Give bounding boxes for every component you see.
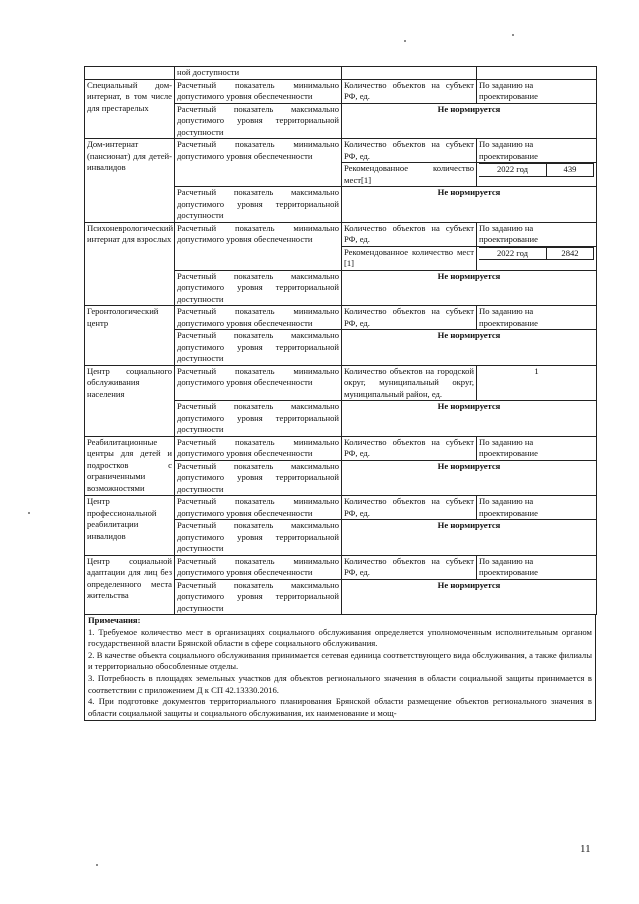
object-name: Реабилитационные центры для детей и подростков с ограниченными возможностями <box>85 436 175 496</box>
unit-cell: Количество объектов на субъект РФ, ед. <box>342 79 477 103</box>
object-name: Геронтологический центр <box>85 306 175 366</box>
indicator-max: Расчетный показатель максимально допустимого уровня территориальной доступности <box>175 520 342 556</box>
indicator-max: Расчетный показатель максимально допустимого уровня территориальной доступности <box>175 460 342 496</box>
scan-speck <box>512 34 514 36</box>
page-number: 11 <box>580 843 591 855</box>
standards-table <box>84 66 597 615</box>
recommended-values <box>477 246 597 270</box>
recommended-value: 2842 <box>546 247 593 260</box>
scan-speck <box>28 512 30 514</box>
table-row <box>85 555 597 579</box>
indicator-min: Расчетный показатель минимально допустимого уровня обеспеченности <box>175 555 342 579</box>
value-cell: По заданию на проектирование <box>477 496 597 520</box>
unit-cell: Количество объектов на городской округ, муниципальный округ, муниципальный район, ед. <box>342 365 477 401</box>
value-cell: По заданию на проектирование <box>477 139 597 163</box>
not-normed-cell: Не нормируется <box>342 330 597 366</box>
object-name: Центр социального обслуживания населения <box>85 365 175 436</box>
indicator-max: Расчетный показатель максимально допустимого уровня территориальной доступности <box>175 579 342 615</box>
recommended-values <box>477 163 597 187</box>
scan-speck <box>96 864 98 866</box>
recommended-year: 2022 год <box>479 164 546 177</box>
unit-cell: Количество объектов на субъект РФ, ед. <box>342 139 477 163</box>
unit-cell <box>342 67 477 80</box>
note-item: 2. В качестве объекта социального обслуживания принимается сетевая единица соответствующего вида обслуживания, а также филиалы и территориально обособленные отделы. <box>88 649 592 672</box>
value-cell: По заданию на проектирование <box>477 79 597 103</box>
object-cell <box>85 67 175 80</box>
value-cell: По заданию на проектирование <box>477 306 597 330</box>
indicator-max: Расчетный показатель максимально допустимого уровня территориальной доступности <box>175 330 342 366</box>
unit-cell: Количество объектов на субъект РФ, ед. <box>342 496 477 520</box>
table-row <box>85 496 597 520</box>
table-row-continuation <box>85 67 597 80</box>
not-normed-cell: Не нормируется <box>342 460 597 496</box>
recommended-label: Рекомендованное количество мест[1] <box>342 163 477 187</box>
note-item: 3. Потребность в площадях земельных участков для объектов регионального значения в области социальной защиты принимается в соответствии с приложением Д к СП 42.13330.2016. <box>88 672 592 695</box>
not-normed-cell: Не нормируется <box>342 520 597 556</box>
value-cell: 1 <box>477 365 597 401</box>
recommended-value: 439 <box>546 164 593 177</box>
unit-cell: Количество объектов на субъект РФ, ед. <box>342 222 477 246</box>
table-row <box>85 365 597 401</box>
recommended-year: 2022 год <box>479 247 546 260</box>
table-row <box>85 222 597 246</box>
indicator-min: Расчетный показатель минимально допустимого уровня обеспеченности <box>175 365 342 401</box>
not-normed-cell: Не нормируется <box>342 103 597 139</box>
object-name: Психоневрологический интернат для взрослых <box>85 222 175 306</box>
indicator-max: Расчетный показатель максимально допустимого уровня территориальной доступности <box>175 270 342 306</box>
value-cell: По заданию на проектирование <box>477 222 597 246</box>
indicator-max: Расчетный показатель максимально допустимого уровня территориальной доступности <box>175 103 342 139</box>
indicator-min: Расчетный показатель минимально допустимого уровня обеспеченности <box>175 496 342 520</box>
indicator-max: Расчетный показатель максимально допустимого уровня территориальной доступности <box>175 401 342 437</box>
indicator-min: Расчетный показатель минимально допустимого уровня обеспеченности <box>175 436 342 460</box>
value-cell <box>477 67 597 80</box>
notes-heading: Примечания: <box>88 615 141 625</box>
document-sheet <box>84 66 596 721</box>
object-name: Центр профессиональной реабилитации инвалидов <box>85 496 175 556</box>
table-row <box>85 139 597 163</box>
unit-cell: Количество объектов на субъект РФ, ед. <box>342 436 477 460</box>
indicator-min: Расчетный показатель минимально допустимого уровня обеспеченности <box>175 139 342 187</box>
value-cell: По заданию на проектирование <box>477 555 597 579</box>
note-item: 1. Требуемое количество мест в организациях социального обслуживания определяется уполномоченным исполнительным органом государственной власти Брянской области в сфере социального обслуживания. <box>88 626 592 649</box>
notes-section <box>84 615 596 721</box>
table-row <box>85 436 597 460</box>
object-name: Специальный дом-интернат, в том числе для престарелых <box>85 79 175 139</box>
indicator-min: Расчетный показатель минимально допустимого уровня обеспеченности <box>175 79 342 103</box>
not-normed-cell: Не нормируется <box>342 187 597 223</box>
value-cell: По заданию на проектирование <box>477 436 597 460</box>
object-name: Дом-интернат (пансионат) для детей-инвалидов <box>85 139 175 223</box>
table-row <box>85 306 597 330</box>
indicator-cell: ной доступности <box>175 67 342 80</box>
scan-speck <box>404 40 406 42</box>
indicator-max: Расчетный показатель максимально допустимого уровня территориальной доступности <box>175 187 342 223</box>
not-normed-cell: Не нормируется <box>342 579 597 615</box>
table-row <box>85 79 597 103</box>
not-normed-cell: Не нормируется <box>342 270 597 306</box>
recommended-label: Рекомендованное количество мест [1] <box>342 246 477 270</box>
indicator-min: Расчетный показатель минимально допустимого уровня обеспеченности <box>175 222 342 270</box>
object-name: Центр социальной адаптации для лиц без определенного места жительства <box>85 555 175 615</box>
indicator-min: Расчетный показатель минимально допустимого уровня обеспеченности <box>175 306 342 330</box>
note-item: 4. При подготовке документов территориального планирования Брянской области размещение объектов регионального значения в области социальной защиты и социального обслуживания, их наименование и мощ- <box>88 696 592 718</box>
unit-cell: Количество объектов на субъект РФ, ед. <box>342 555 477 579</box>
unit-cell: Количество объектов на субъект РФ, ед. <box>342 306 477 330</box>
not-normed-cell: Не нормируется <box>342 401 597 437</box>
